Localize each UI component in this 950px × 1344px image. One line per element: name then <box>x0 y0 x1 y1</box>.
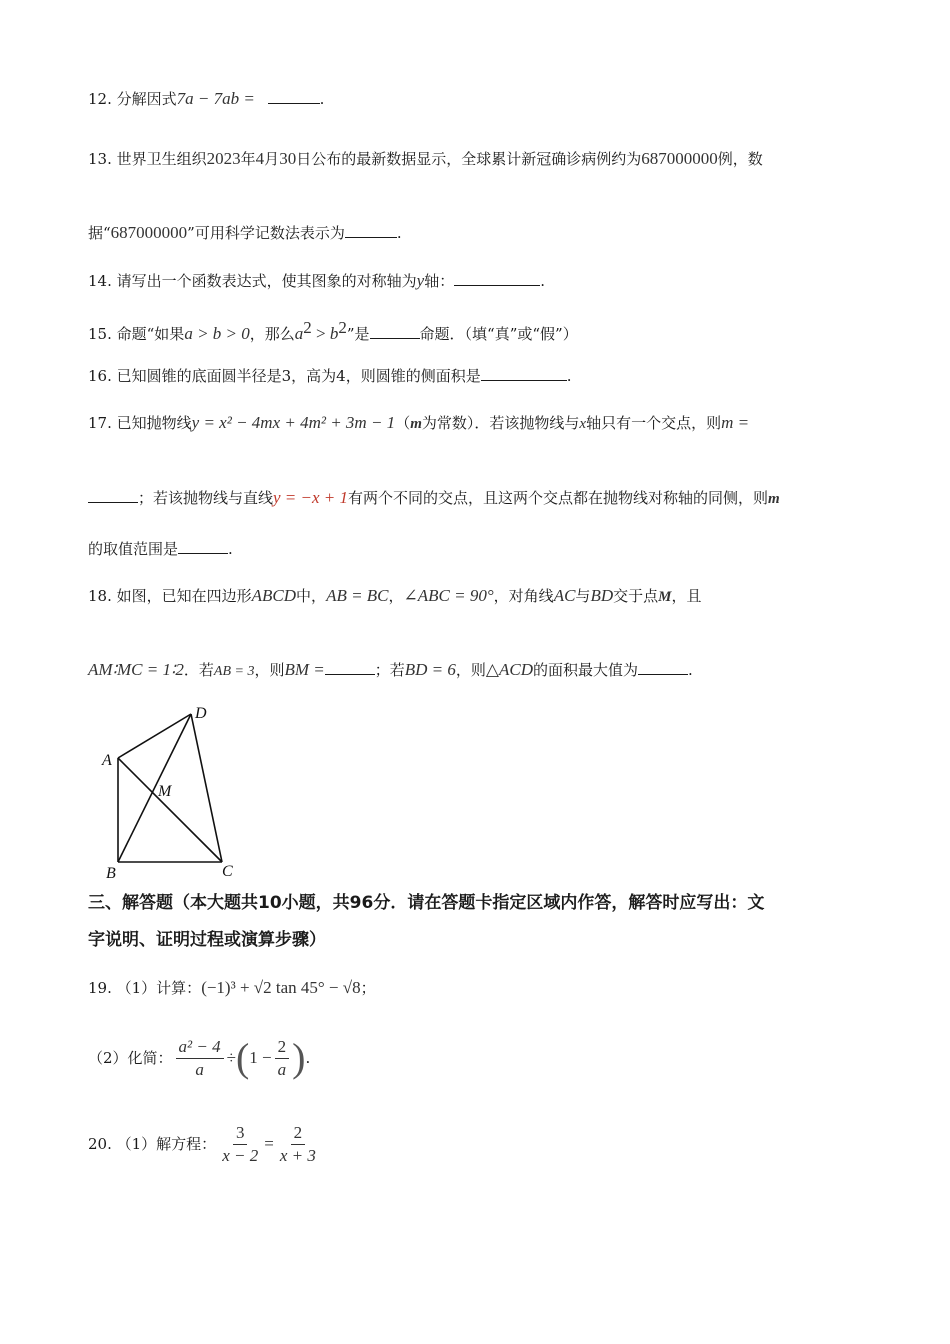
quadrilateral-figure <box>96 700 246 880</box>
fraction <box>219 1122 261 1167</box>
question-17-line-2 <box>88 485 864 512</box>
question-19-part-2 <box>88 1030 864 1086</box>
label-d: D <box>195 705 207 722</box>
exponent: 2 <box>338 318 347 337</box>
month-value: 4 <box>255 149 265 168</box>
question-text: 命题“如果 <box>116 325 185 343</box>
question-text: （2）化简： <box>88 1049 173 1067</box>
math-expression: 7a − 7ab = <box>176 89 255 108</box>
label-a: A <box>102 752 112 769</box>
fraction-numerator: a² − 4 <box>176 1036 224 1059</box>
exponent: 2 <box>303 318 312 337</box>
question-18-line-2 <box>88 657 864 685</box>
question-16 <box>88 363 864 389</box>
answer-blank[interactable] <box>325 658 375 675</box>
question-text: 中， <box>296 587 327 605</box>
question-text: ．若 <box>183 661 214 679</box>
question-text: 交于点 <box>613 587 659 605</box>
question-number: 20. <box>88 1135 112 1153</box>
math-variable: y <box>416 271 425 290</box>
question-text: ；若该抛物线与直线 <box>138 489 274 507</box>
math-expression: a > b > 0 <box>184 324 250 343</box>
question-text: ”可用科学记数法表示为 <box>187 224 345 242</box>
section-3-heading-line-1: 三、解答题（本大题共10小题，共96分．请在答题卡指定区域内作答，解答时应写出：文 <box>88 893 765 913</box>
math-expression: △ACD <box>485 660 533 679</box>
question-text: ；若 <box>374 661 405 679</box>
math-operator: ÷ <box>226 1048 236 1067</box>
fraction <box>275 1036 290 1081</box>
question-text: 轴只有一个交点，则 <box>586 414 722 432</box>
question-12 <box>88 86 864 112</box>
section-3-heading-line-2: 字说明、证明过程或演算步骤） <box>88 930 326 950</box>
math-variable: a <box>294 324 304 343</box>
question-text: ，则 <box>455 661 486 679</box>
diagonal-ac <box>118 758 222 862</box>
question-20 <box>88 1116 864 1172</box>
fraction <box>176 1036 224 1081</box>
question-13-line-1 <box>88 146 864 172</box>
question-text: ，那么 <box>249 325 295 343</box>
answer-blank[interactable] <box>370 322 420 339</box>
math-expression: BD = 6 <box>404 660 456 679</box>
math-expression: BD <box>590 586 614 605</box>
punctuation: ； <box>360 979 376 997</box>
question-text: 轴： <box>424 272 455 290</box>
answer-blank[interactable] <box>268 87 320 104</box>
question-text: 与 <box>575 587 591 605</box>
fraction <box>277 1122 319 1167</box>
answer-blank[interactable] <box>88 486 138 503</box>
punctuation: . <box>305 1049 311 1067</box>
question-18-line-1 <box>88 583 864 610</box>
question-text: 年 <box>240 150 256 168</box>
case-count: 687000000 <box>641 149 718 168</box>
math-variable: x <box>579 416 587 432</box>
line-equation: y = −x + 1 <box>273 488 349 507</box>
math-variable: M <box>658 589 672 605</box>
math-variable: m <box>768 491 780 507</box>
punctuation: . <box>688 661 693 679</box>
question-19-part-1 <box>88 975 864 1001</box>
fraction-denominator: a <box>277 1059 287 1079</box>
math-expression: BM = <box>284 660 325 679</box>
label-c: C <box>222 863 233 880</box>
math-expression: AB = 3 <box>213 664 255 679</box>
question-13-line-2 <box>88 220 864 246</box>
question-text: 据“ <box>88 224 111 242</box>
fraction-numerator: 3 <box>233 1122 248 1145</box>
parabola-equation: y = x² − 4mx + 4m² + 3m − 1 <box>191 413 396 432</box>
question-text: 的面积最大值为 <box>533 661 639 679</box>
case-count: 687000000 <box>110 223 188 242</box>
question-number: 19. <box>88 979 112 997</box>
question-text: 为常数）．若该抛物线与 <box>421 414 580 432</box>
math-variable: b <box>329 324 339 343</box>
question-text: 如图，已知在四边形 <box>116 587 252 605</box>
question-text: 的取值范围是 <box>88 540 179 558</box>
punctuation: . <box>228 540 233 558</box>
day-value: 30 <box>279 149 297 168</box>
fraction-numerator: 2 <box>275 1036 290 1059</box>
label-b: B <box>106 865 116 880</box>
answer-blank[interactable] <box>481 364 567 381</box>
question-text: 月 <box>264 150 280 168</box>
right-paren: ) <box>292 1035 306 1080</box>
question-15 <box>88 315 864 347</box>
fraction-numerator: 2 <box>291 1122 306 1145</box>
question-text: 命题．（填“真”或“假”） <box>419 325 578 343</box>
question-number: 17. <box>88 414 112 432</box>
left-paren: ( <box>235 1035 250 1080</box>
question-text: 请写出一个函数表达式，使其图象的对称轴为 <box>116 272 417 290</box>
math-expression: ∠ABC = 90° <box>403 586 494 605</box>
question-text: ，则 <box>254 661 285 679</box>
punctuation: ， <box>388 587 404 605</box>
math-variable: m <box>410 416 422 432</box>
question-number: 13. <box>88 150 112 168</box>
answer-blank[interactable] <box>454 269 540 286</box>
punctuation: . <box>540 272 545 290</box>
punctuation: . <box>566 367 572 385</box>
math-expression: AC <box>553 586 576 605</box>
question-17-line-3 <box>88 536 864 562</box>
question-number: 15. <box>88 325 112 343</box>
year-value: 2023 <box>206 149 241 168</box>
answer-blank[interactable] <box>638 658 688 675</box>
label-m: M <box>158 783 172 800</box>
answer-blank[interactable] <box>345 221 397 238</box>
math-operator: > <box>311 324 330 343</box>
answer-blank[interactable] <box>178 537 228 554</box>
question-number: 14. <box>88 272 112 290</box>
math-operator: = <box>264 1134 274 1153</box>
punctuation: . <box>319 90 325 108</box>
math-expression: AM∶MC = 1∶2 <box>88 660 184 679</box>
question-text: 例，数 <box>717 150 763 168</box>
fraction-denominator: a <box>195 1059 204 1079</box>
question-text: 已知圆锥的底面圆半径是3，高为4，则圆锥的侧面积是 <box>116 367 481 385</box>
question-text: （1）解方程： <box>116 1135 217 1153</box>
question-text: 分解因式 <box>116 90 177 108</box>
question-text: 已知抛物线 <box>116 414 192 432</box>
math-expression: 1 − <box>249 1048 272 1067</box>
punctuation: . <box>396 224 402 242</box>
question-text: ，对角线 <box>493 587 554 605</box>
question-text: 世界卫生组织 <box>116 150 207 168</box>
question-14 <box>88 268 864 294</box>
edge-cd <box>191 714 222 862</box>
math-expression: AB = BC <box>326 586 389 605</box>
question-number: 12. <box>88 90 112 108</box>
fraction-denominator: x + 3 <box>279 1145 316 1165</box>
question-text: （ <box>395 414 411 432</box>
question-text: （1）计算： <box>116 979 202 997</box>
question-text: 有两个不同的交点，且这两个交点都在抛物线对称轴的同侧，则 <box>348 489 769 507</box>
question-number: 18. <box>88 587 112 605</box>
question-text: ，且 <box>671 587 702 605</box>
question-17-line-1 <box>88 410 864 437</box>
question-number: 16. <box>88 367 112 385</box>
math-expression: ABCD <box>251 586 297 605</box>
question-text: ”是 <box>346 325 370 343</box>
fraction-denominator: x − 2 <box>222 1145 259 1165</box>
math-expression: (−1)³ + √2 tan 45° − √8 <box>201 978 361 997</box>
math-expression: m = <box>721 413 750 432</box>
question-text: 日公布的最新数据显示，全球累计新冠确诊病例约为 <box>296 150 642 168</box>
